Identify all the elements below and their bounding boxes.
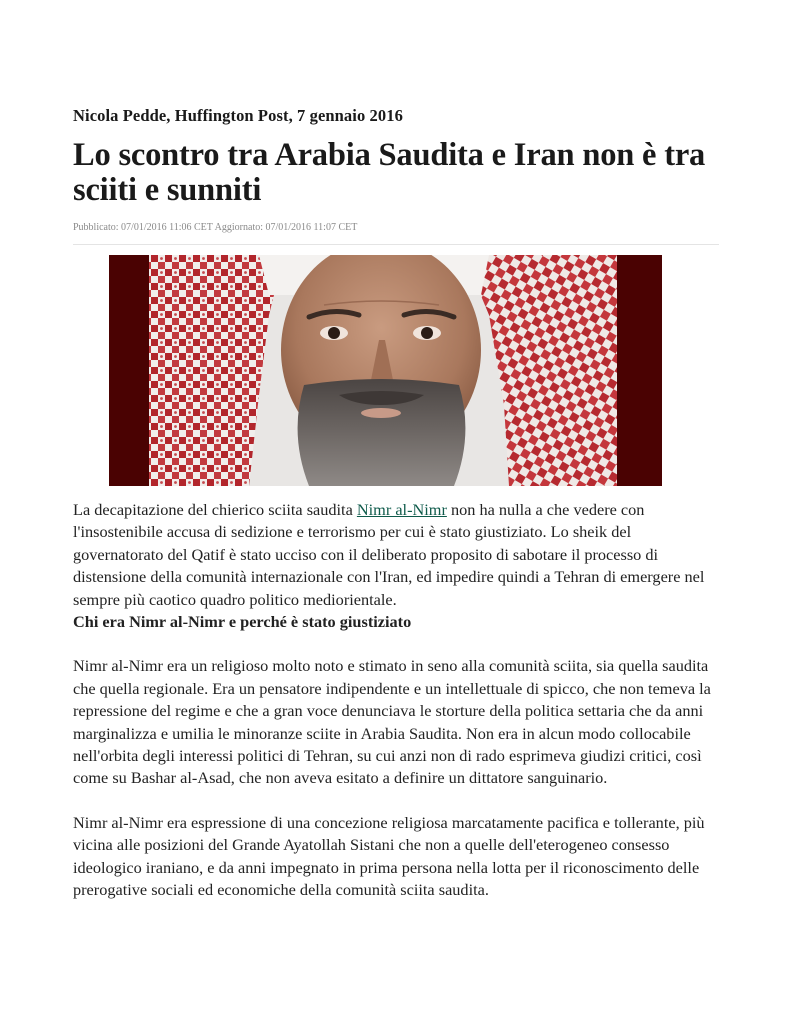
divider [73,244,719,245]
intro-text-end: non ha nulla a che vedere con l'insostenibile accusa di sedizione e terrorismo per cui è stato giustiziato. Lo sheik del governatorato del Qatif è stato ucciso con il deliberato proposito di sabotare il processo di distensione della comunità internazionale con l'Iran, ed impedire quindi a Tehran di emergere nel sempre più caotico quadro politico mediorientale. [73,500,705,609]
paragraph-2: Nimr al-Nimr era un religioso molto noto e stimato in seno alla comunità sciita, sia quella saudita che quella regionale. Era un pensatore indipendente e un intellettuale di spicco, che non temeva la repressione del regime e che a gran voce denunciava le storture della politica settaria che da anni marginalizza e umilia le minoranze sciite in Arabia Saudita. Non era in alcun modo collocabile nell'orbita degli interessi politici di Tehran, su cui anzi non di rado esprimeva giudizi critici, così come su Bashar al-Asad, che non aveva esitato a definire un dittatore sanguinario. [73,656,711,788]
paragraph-3: Nimr al-Nimr era espressione di una concezione religiosa marcatamente pacifica e tollerante, più vicina alle posizioni del Grande Ayatollah Sistani che non a quelle dell'eterogeneo consesso ideologico iraniano, e da anni impegnato in prima persona nella lotta per il riconoscimento delle prerogative sociali ed economiche della comunità sciita saudita. [73,812,705,900]
article-meta: Pubblicato: 07/01/2016 11:06 CET Aggiornato: 07/01/2016 11:07 CET [73,222,358,233]
article-body [73,499,719,902]
article [73,104,719,902]
nimr-al-nimr-link[interactable]: Nimr al-Nimr [356,500,447,519]
article-photo [109,255,662,486]
intro-text-start: La decapitazione del chierico sciita saudita [73,500,357,519]
article-byline: Nicola Pedde, Huffington Post, 7 gennaio 2016 [73,106,403,125]
section-subheading: Chi era Nimr al-Nimr e perché è stato giustiziato [73,612,412,632]
article-title: Lo scontro tra Arabia Saudita e Iran non è tra sciiti e sunniti [73,137,706,208]
paragraph-intro [73,499,719,611]
portrait-image [109,255,662,486]
